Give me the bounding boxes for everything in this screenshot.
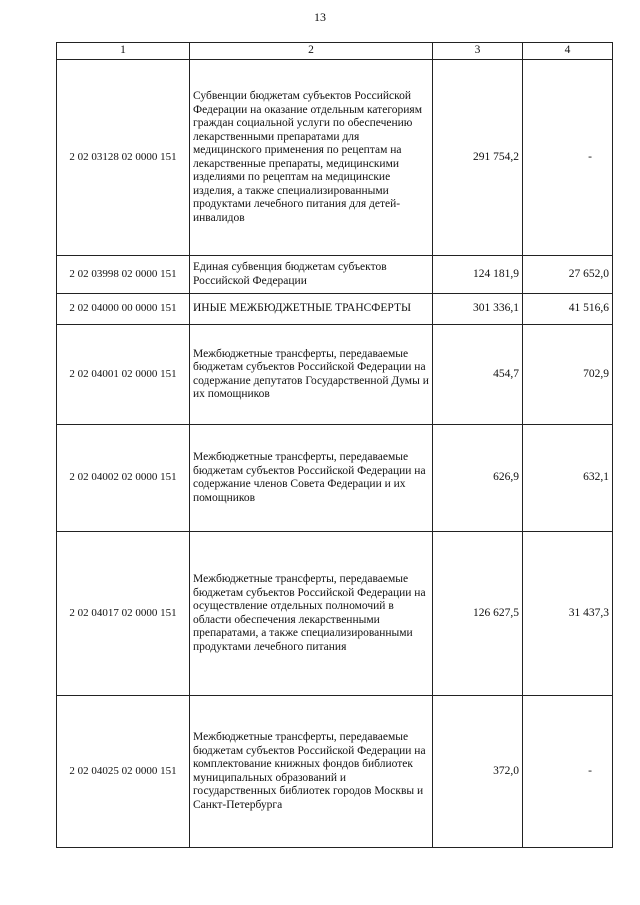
table-header-row <box>57 43 613 60</box>
amount-col3: 626,9 <box>433 425 523 532</box>
budget-code: 2 02 04001 02 0000 151 <box>57 325 190 425</box>
budget-code: 2 02 04002 02 0000 151 <box>57 425 190 532</box>
description: Межбюджетные трансферты, передаваемые бюджетам субъектов Российской Федерации на содержание членов Совета Федерации и их помощников <box>190 425 433 532</box>
amount-col4: 41 516,6 <box>523 294 613 325</box>
column-header-1: 1 <box>57 43 190 60</box>
table-row <box>57 425 613 532</box>
description: Межбюджетные трансферты, передаваемые бюджетам субъектов Российской Федерации на осуществление отдельных полномочий в области обеспечения лекарственными препаратами, а также специализированными продуктами лечебного питания <box>190 532 433 696</box>
description: ИНЫЕ МЕЖБЮДЖЕТНЫЕ ТРАНСФЕРТЫ <box>190 294 433 325</box>
amount-col3: 126 627,5 <box>433 532 523 696</box>
table-row <box>57 696 613 848</box>
amount-col3: 372,0 <box>433 696 523 848</box>
amount-col3: 454,7 <box>433 325 523 425</box>
budget-table <box>56 42 613 848</box>
amount-col4: 702,9 <box>523 325 613 425</box>
page-number: 13 <box>314 10 326 24</box>
table-row <box>57 325 613 425</box>
budget-code: 2 02 04017 02 0000 151 <box>57 532 190 696</box>
budget-code: 2 02 03128 02 0000 151 <box>57 60 190 256</box>
description: Межбюджетные трансферты, передаваемые бюджетам субъектов Российской Федерации на комплектование книжных фондов библиотек муниципальных образований и государственных библиотек городов Москвы и Санкт-Петербурга <box>190 696 433 848</box>
amount-col4: - <box>523 60 613 256</box>
column-header-3: 3 <box>433 43 523 60</box>
budget-code: 2 02 03998 02 0000 151 <box>57 256 190 294</box>
budget-code: 2 02 04000 00 0000 151 <box>57 294 190 325</box>
table-row <box>57 294 613 325</box>
amount-col4: 27 652,0 <box>523 256 613 294</box>
budget-code: 2 02 04025 02 0000 151 <box>57 696 190 848</box>
table-row <box>57 60 613 256</box>
amount-col4: 632,1 <box>523 425 613 532</box>
amount-col3: 301 336,1 <box>433 294 523 325</box>
description: Субвенции бюджетам субъектов Российской Федерации на оказание отдельным категориям граждан социальной услуги по обеспечению лекарственными препаратами для медицинского применения по рецептам на лекарственные препараты, медицинскими изделиями по рецептам на медицинские изделия, а также специализированными продуктами лечебного питания для детей-инвалидов <box>190 60 433 256</box>
column-header-4: 4 <box>523 43 613 60</box>
column-header-2: 2 <box>190 43 433 60</box>
description: Единая субвенция бюджетам субъектов Российской Федерации <box>190 256 433 294</box>
amount-col4: 31 437,3 <box>523 532 613 696</box>
description: Межбюджетные трансферты, передаваемые бюджетам субъектов Российской Федерации на содержание депутатов Государственной Думы и их помощников <box>190 325 433 425</box>
amount-col4: - <box>523 696 613 848</box>
amount-col3: 291 754,2 <box>433 60 523 256</box>
amount-col3: 124 181,9 <box>433 256 523 294</box>
table-row <box>57 256 613 294</box>
table-row <box>57 532 613 696</box>
